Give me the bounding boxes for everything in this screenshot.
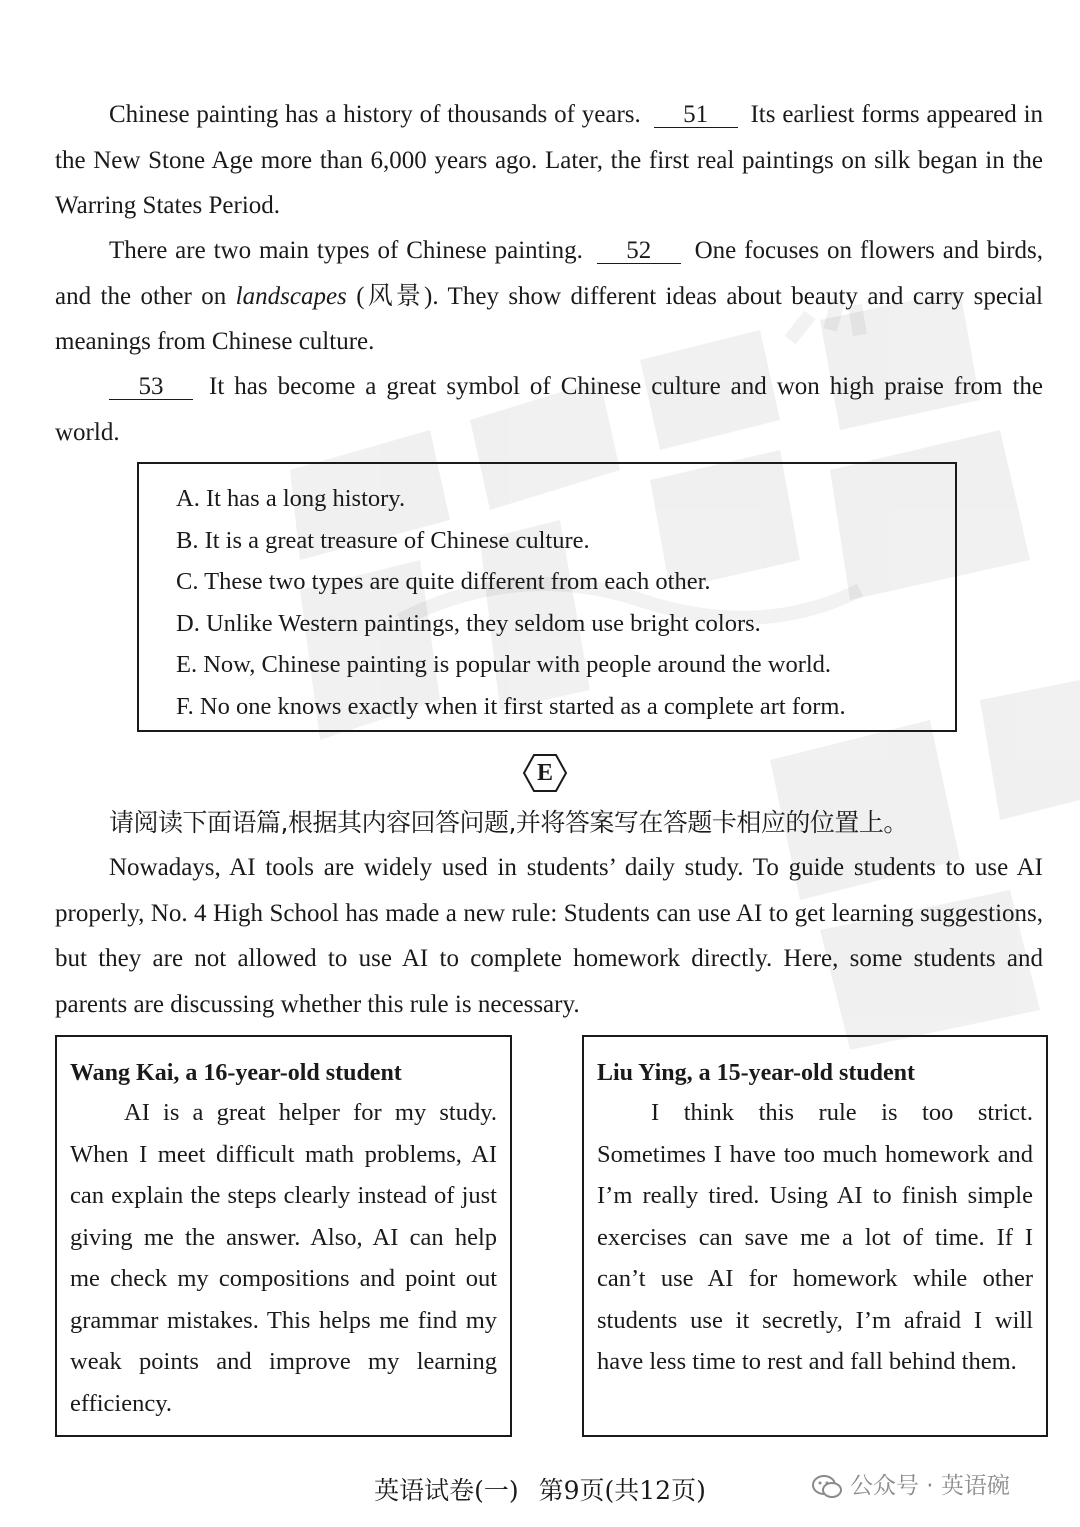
page-number: 第9页(共12页) [538,1476,706,1505]
paragraph-text: Its earliest forms appeared in the New Stone Age more than 6,000 years ago. Later, the first real paintings on silk began in the Warring States Period. [55,101,1044,219]
opinion-text [597,1092,1033,1383]
paragraph-text: Chinese painting has a history of thousands of years. [109,101,641,128]
opinion-box-wang-kai [55,1035,512,1437]
opinion-body: I think this rule is too strict. Sometimes I have too much homework and I’m really tired. Using AI to finish simple exercises can save me a lot of time. If I can’t use AI for homework while other students use it secretly, I’m afraid I will have less time to rest and fall behind them. [597,1099,1033,1375]
passage-paragraph-2 [55,228,1043,365]
section-e-marker [522,753,568,793]
section-e-intro [55,845,1043,1027]
paragraph-text: There are two main types of Chinese painting. [109,237,583,264]
option-f: F. No one knows exactly when it first started as a complete art form. [176,692,846,720]
brand-text: 公众号 · 英语碗 [850,1473,1010,1499]
blank-52: 52 [597,239,681,264]
passage-paragraph-3 [55,364,1043,455]
option-c: C. These two types are quite different from each other. [176,568,711,595]
blank-51: 51 [654,103,738,128]
wechat-icon [812,1474,842,1500]
option-b: B. It is a great treasure of Chinese culture. [176,526,590,554]
option-e: E. Now, Chinese painting is popular with people around the world. [176,651,832,678]
blank-53: 53 [109,375,193,400]
option-d: D. Unlike Western paintings, they seldom use bright colors. [176,609,761,637]
paragraph-text: It has become a great symbol of Chinese culture and won high praise from the world. [55,373,1044,446]
paper-title: 英语试卷(一) [374,1476,519,1505]
section-label: E [536,760,553,786]
option-a: A. It has a long history. [176,485,406,512]
passage-paragraph-1 [55,92,1043,229]
speaker-name: Liu Ying, a 15-year-old student [597,1060,916,1086]
opinion-box-liu-ying [582,1035,1048,1437]
wechat-brand-watermark [812,1466,1010,1506]
opinion-text [70,1092,497,1424]
options-box [137,462,957,732]
italic-term: landscapes [235,282,347,310]
paragraph-text: (风景). They show different ideas about beauty and carry special meanings from Chinese culture. [55,282,1044,355]
paragraph-text: Nowadays, AI tools are widely used in students’ daily study. To guide students to use AI properly, No. 4 High School has made a new rule: Students can use AI to get learning suggestions, but they are not allowed to use AI to complete homework directly. Here, some students and parents are discussing whether this rule is necessary. [55,854,1043,1018]
opinion-body: AI is a great helper for my study. When I meet difficult math problems, AI can explain the steps clearly instead of just giving me the answer. Also, AI can help me check my compositions and point out grammar mistakes. This helps me find my weak points and improve my learning efficiency. [70,1099,497,1417]
paragraph-text: One focuses on flowers and birds, and the other on [55,237,1043,310]
speaker-name: Wang Kai, a 16-year-old student [70,1060,402,1086]
section-instruction: 请阅读下面语篇,根据其内容回答问题,并将答案写在答题卡相应的位置上。 [109,808,908,837]
options-list [176,478,846,727]
